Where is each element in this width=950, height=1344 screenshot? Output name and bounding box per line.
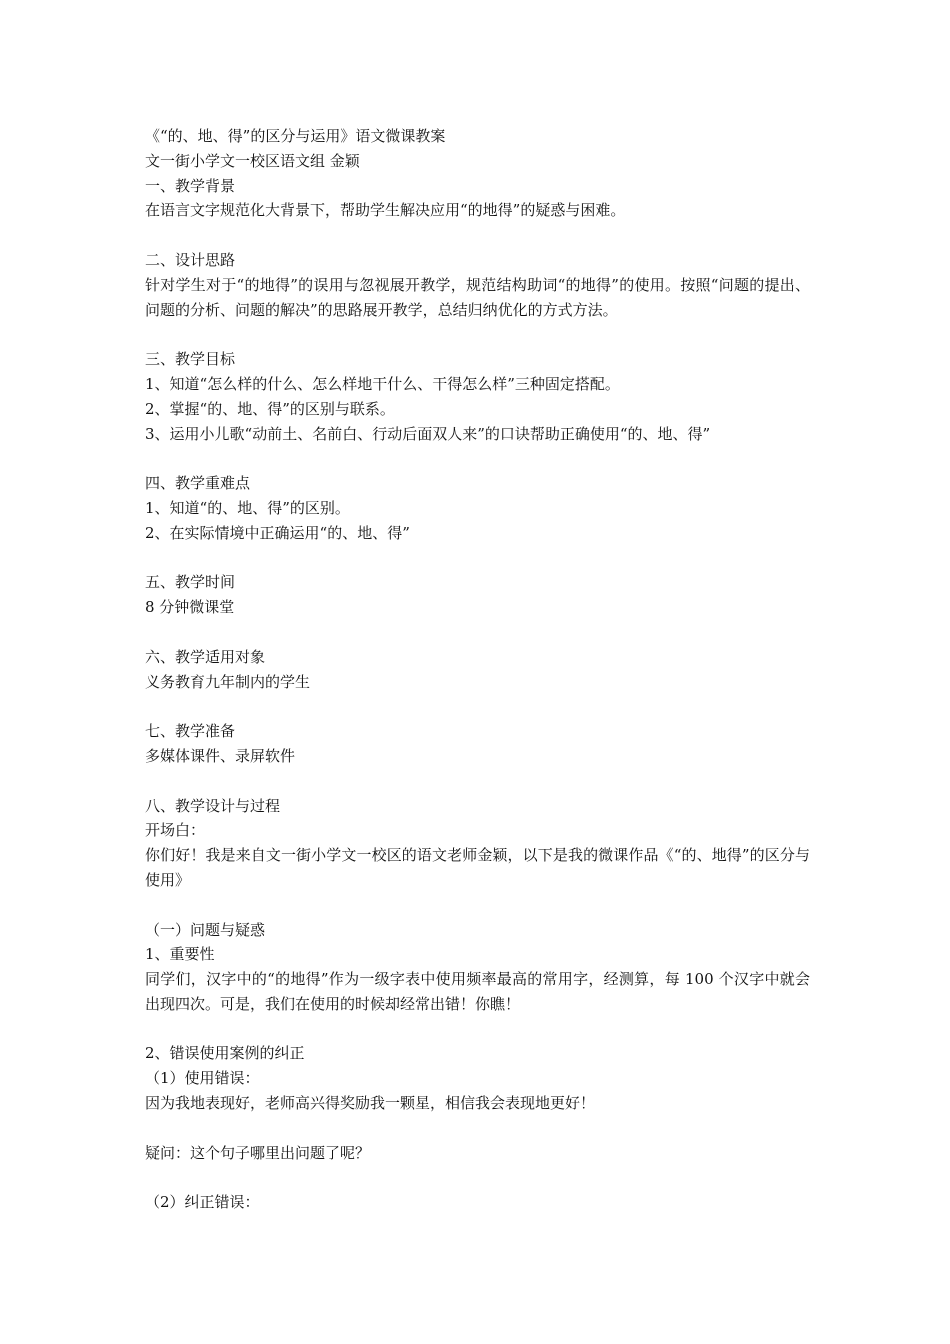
blank-line xyxy=(145,1116,810,1141)
section-heading: 三、教学目标 xyxy=(145,350,236,369)
section-heading: 七、教学准备 xyxy=(145,722,236,741)
section-heading: 六、教学适用对象 xyxy=(145,647,266,666)
document-page xyxy=(145,124,810,1215)
doc-author: 文一街小学文一校区语文组 金颖 xyxy=(145,151,360,170)
section-text: 8 分钟微课堂 xyxy=(145,598,235,617)
section-text: 1、知道“怎么样的什么、怎么样地干什么、干得怎么样”三种固定搭配。 xyxy=(145,374,620,393)
section-heading: 八、教学设计与过程 xyxy=(145,796,281,815)
blank-line xyxy=(145,223,810,248)
blank-line xyxy=(145,620,810,645)
blank-line xyxy=(145,769,810,794)
blank-line xyxy=(145,694,810,719)
section-text: 3、运用小儿歌“动前土、名前白、行动后面双人来”的口诀帮助正确使用“的、地、得” xyxy=(145,424,711,443)
item-heading: 1、重要性 xyxy=(145,945,215,964)
section-paragraph: 你们好！我是来自文一街小学文一校区的语文老师金颖，以下是我的微课作品《“的、地得”的区分与使用》 xyxy=(145,846,810,889)
blank-line xyxy=(145,893,810,918)
blank-line xyxy=(145,1165,810,1190)
doc-title: 《“的、地、得”的区分与运用》语文微课教案 xyxy=(145,127,446,145)
section-text: 开场白： xyxy=(145,821,206,840)
blank-line xyxy=(145,446,810,471)
blank-line xyxy=(145,546,810,571)
section-heading: 一、教学背景 xyxy=(145,176,236,195)
sub-item-heading: （1）使用错误： xyxy=(145,1069,260,1088)
section-heading: 五、教学时间 xyxy=(145,573,236,592)
section-text: 1、知道“的、地、得”的区别。 xyxy=(145,498,350,517)
blank-line xyxy=(145,322,810,347)
section-text: 2、在实际情境中正确运用“的、地、得” xyxy=(145,523,410,542)
sub-item-heading: （2）纠正错误： xyxy=(145,1193,260,1212)
section-paragraph: 针对学生对于“的地得”的误用与忽视展开教学，规范结构助词“的地得”的使用。按照“问题的提出、问题的分析、问题的解决”的思路展开教学，总结归纳优化的方式方法。 xyxy=(145,275,810,319)
subsection-heading: （一）问题与疑惑 xyxy=(145,920,266,939)
section-text: 在语言文字规范化大背景下，帮助学生解决应用“的地得”的疑惑与困难。 xyxy=(145,201,626,220)
section-text: 多媒体课件、录屏软件 xyxy=(145,746,296,765)
section-heading: 二、设计思路 xyxy=(145,250,236,269)
section-text: 2、掌握“的、地、得”的区别与联系。 xyxy=(145,399,395,418)
section-heading: 四、教学重难点 xyxy=(145,474,251,493)
example-sentence: 因为我地表现好，老师高兴得奖励我一颗星，相信我会表现地更好！ xyxy=(145,1094,596,1113)
item-paragraph: 同学们，汉字中的“的地得”作为一级字表中使用频率最高的常用字，经测算，每 100 个汉字中就会出现四次。可是，我们在使用的时候却经常出错！你瞧！ xyxy=(145,970,810,1013)
item-heading: 2、错误使用案例的纠正 xyxy=(145,1044,305,1063)
question-text: 疑问：这个句子哪里出问题了呢？ xyxy=(145,1143,371,1162)
section-text: 义务教育九年制内的学生 xyxy=(145,672,311,691)
blank-line xyxy=(145,1017,810,1042)
